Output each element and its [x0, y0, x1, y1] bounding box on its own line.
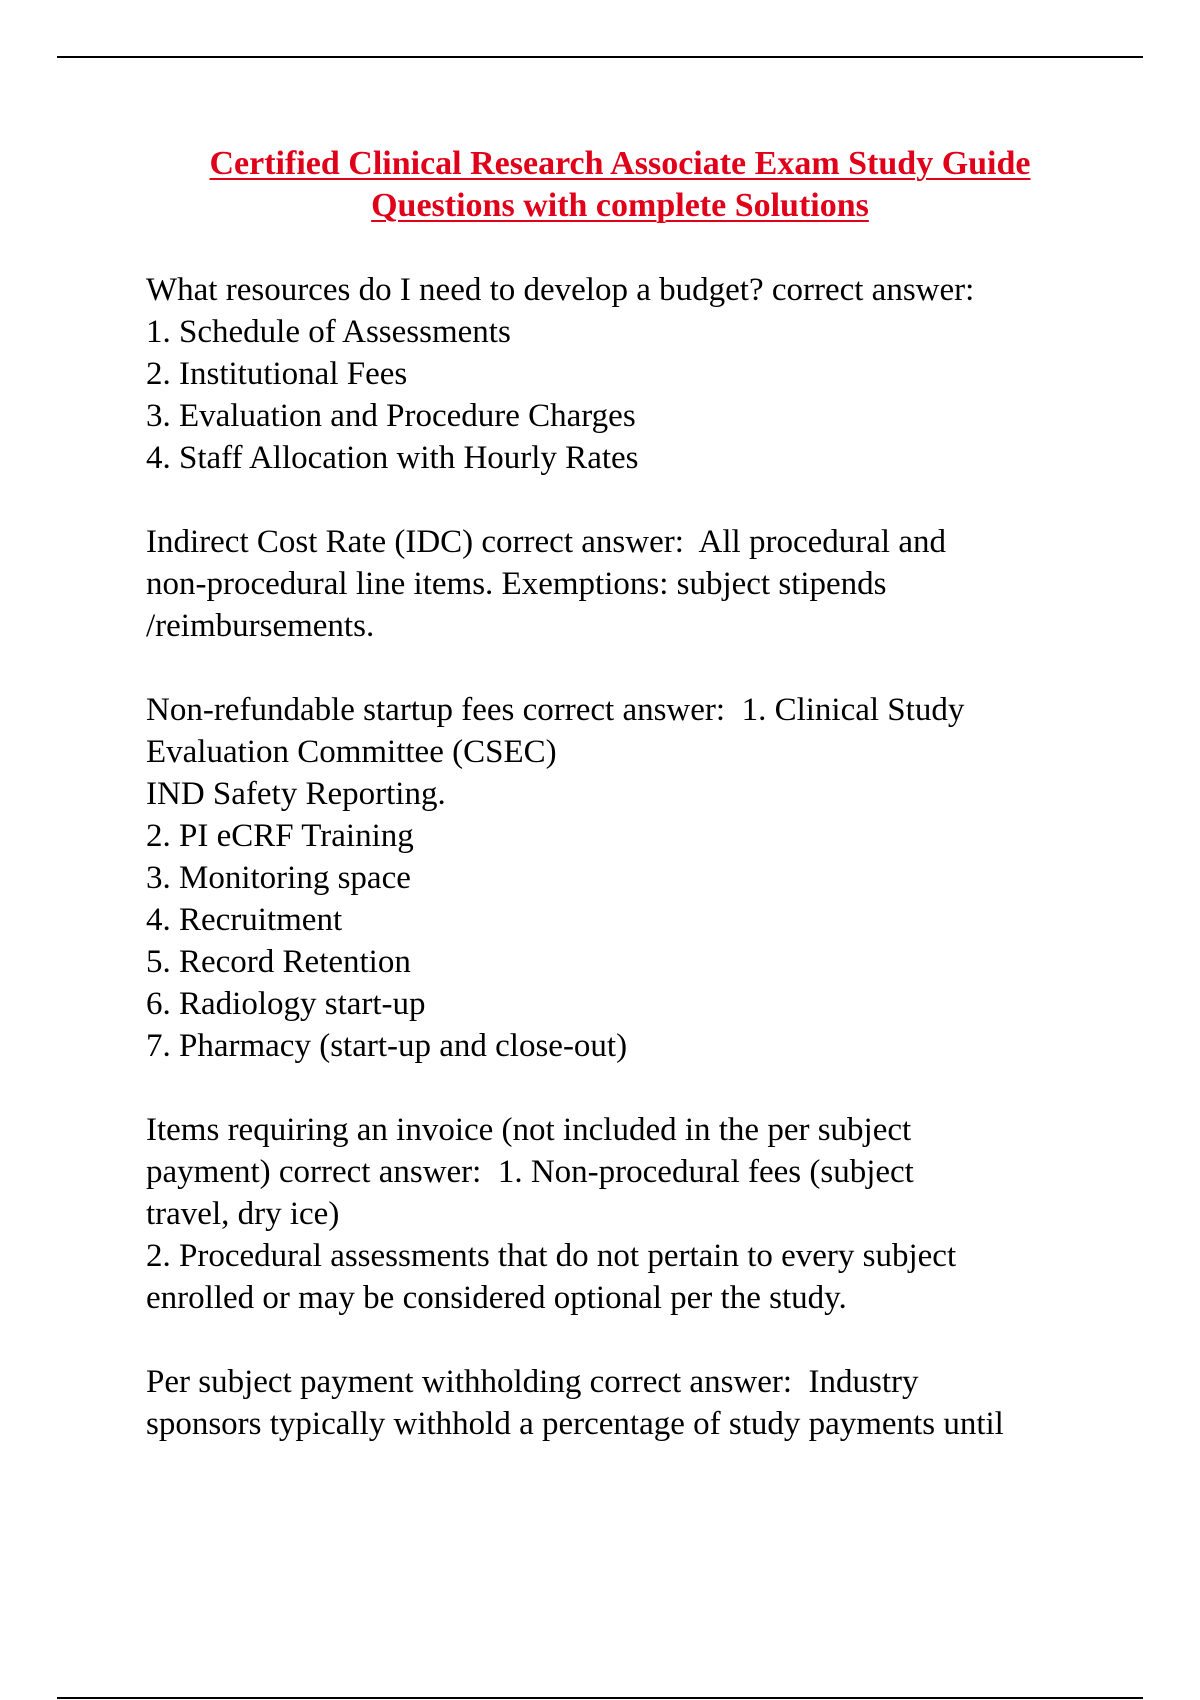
text-line: 4. Recruitment	[146, 902, 343, 938]
top-rule	[57, 56, 1143, 58]
text-line: /reimbursements.	[146, 608, 375, 644]
qa-block-invoice-items	[146, 1109, 1156, 1319]
text-line: enrolled or may be considered optional per the study.	[146, 1280, 847, 1316]
text-line: 5. Record Retention	[146, 944, 411, 980]
text-line: payment) correct answer: 1. Non-procedural fees (subject	[146, 1154, 914, 1190]
text-line: 2. Procedural assessments that do not pertain to every subject	[146, 1238, 957, 1274]
text-line: 1. Schedule of Assessments	[146, 314, 511, 350]
qa-block-payment-withholding	[146, 1361, 1156, 1445]
text-line: Per subject payment withholding correct answer: Industry	[146, 1364, 919, 1400]
qa-block-indirect-cost-rate	[146, 521, 1156, 647]
text-line: Non-refundable startup fees correct answer: 1. Clinical Study	[146, 692, 965, 728]
qa-block-startup-fees	[146, 689, 1156, 1067]
qa-block-budget-resources	[146, 269, 1156, 479]
text-line: sponsors typically withhold a percentage of study payments until	[146, 1406, 1004, 1442]
text-line: Evaluation Committee (CSEC)	[146, 734, 557, 770]
text-line: 2. Institutional Fees	[146, 356, 408, 392]
text-line: 6. Radiology start-up	[146, 986, 426, 1022]
text-line: 3. Evaluation and Procedure Charges	[146, 398, 636, 434]
text-line: 3. Monitoring space	[146, 860, 411, 896]
text-line: What resources do I need to develop a budget? correct answer:	[146, 272, 975, 308]
bottom-rule	[57, 1697, 1143, 1699]
text-line: 2. PI eCRF Training	[146, 818, 414, 854]
text-line: 4. Staff Allocation with Hourly Rates	[146, 440, 639, 476]
title-line-1: Certified Clinical Research Associate Exam Study Guide	[209, 145, 1031, 182]
document-title	[140, 143, 1100, 227]
text-line: IND Safety Reporting.	[146, 776, 446, 812]
text-line: travel, dry ice)	[146, 1196, 340, 1232]
document-body	[146, 269, 1156, 1487]
title-line-2: Questions with complete Solutions	[371, 187, 869, 224]
text-line: 7. Pharmacy (start-up and close-out)	[146, 1028, 628, 1064]
text-line: Indirect Cost Rate (IDC) correct answer: All procedural and	[146, 524, 946, 560]
text-line: non-procedural line items. Exemptions: subject stipends	[146, 566, 887, 602]
text-line: Items requiring an invoice (not included in the per subject	[146, 1112, 912, 1148]
